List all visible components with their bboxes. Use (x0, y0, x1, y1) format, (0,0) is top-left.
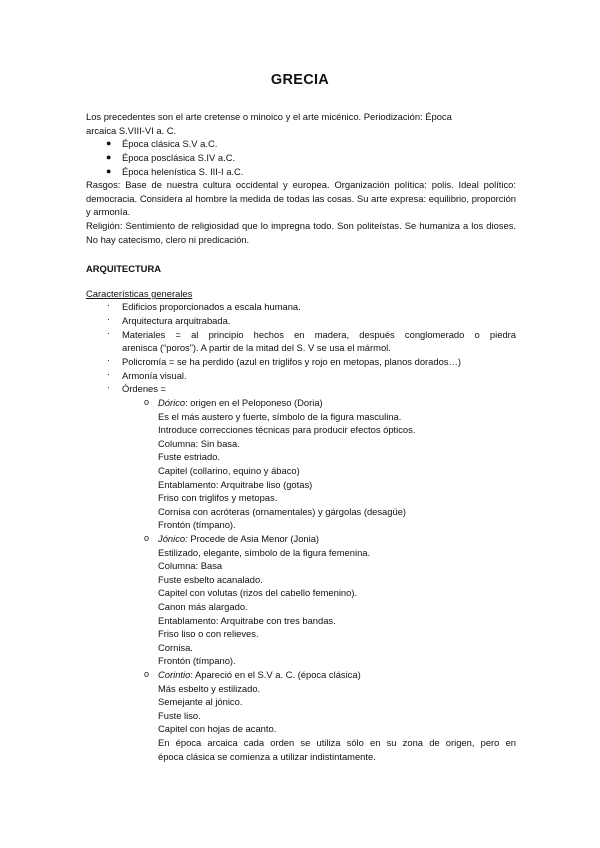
order-line: Entablamento: Arquitrabe con tres bandas. (158, 614, 336, 626)
bullet-dot-icon: ● (106, 138, 112, 148)
order-line: Estilizado, elegante, símbolo de la figura femenina. (158, 546, 371, 558)
order-corinthian: o Corintio: Apareció en el S.V a. C. (época clásica) (144, 669, 361, 680)
order-line: Entablamento: Arquitrabe liso (gotas) (158, 478, 313, 490)
order-line: Columna: Basa (158, 560, 223, 572)
bullet-hyphen-icon: · (107, 382, 110, 392)
order-line: Fuste liso. (158, 709, 201, 721)
list-item: · Arquitectura arquitrabada. (107, 314, 231, 326)
bullet-dot-icon: ● (106, 166, 112, 176)
order-line: Frontón (tímpano). (158, 655, 236, 667)
order-line: Friso con triglifos y metopas. (158, 492, 278, 504)
order-line: Cornisa con acróteras (ornamentales) y gárgolas (desagüe) (158, 505, 407, 517)
intro-line-2: arcaica S.VIII-VI a. C. (86, 124, 177, 136)
order-line: Introduce correcciones técnicas para producir efectos ópticos. (158, 424, 416, 436)
order-line: Columna: Sin basa. (158, 437, 240, 449)
intro-line-1: Los precedentes son el arte cretense o minoico y el arte micénico. Periodización: Época (86, 111, 452, 122)
rasgos-paragraph: Rasgos: Base de nuestra cultura occidental y europea. Organización política: polis. Ideal político: democracia. Considera al hombre la medida de todas las cosas. Su arte expresa: equilibrio, proporción y armonía. (86, 179, 516, 218)
order-line: Canon más alargado. (158, 601, 248, 612)
list-item: · Materiales = al principio hechos en madera, después conglomerado o piedra (107, 328, 516, 340)
order-line: Fuste esbelto acanalado. (158, 573, 263, 585)
order-line: Cornisa. (158, 641, 193, 653)
bullet-hyphen-icon: · (107, 300, 110, 310)
order-line: En época arcaica cada orden se utiliza sólo en su zona de origen, pero en (158, 737, 516, 748)
order-line: Capitel con hojas de acanto. (158, 723, 277, 735)
order-line: Semejante al jónico. (158, 696, 243, 708)
bullet-hyphen-icon: · (107, 328, 110, 338)
subheading: Características generales (86, 288, 193, 299)
period-bullet: ● Época helenística S. III-I a.C. (106, 166, 244, 177)
order-line: época clásica se comienza a utilizar indistintamente. (158, 750, 376, 762)
list-item-continuation: arenisca (“poros”). A partir de la mitad del S. V se usa el mármol. (122, 342, 391, 353)
bullet-dot-icon: ● (106, 152, 112, 162)
bullet-hyphen-icon: · (107, 369, 110, 379)
order-line: Frontón (tímpano). (158, 519, 236, 531)
order-line: Capitel (collarino, equino y ábaco) (158, 465, 300, 476)
list-item: · Armonía visual. (107, 369, 187, 381)
order-ionic: o Jónico: Procede de Asia Menor (Jonia) (144, 533, 320, 544)
bullet-hyphen-icon: · (107, 314, 110, 324)
religion-paragraph: Religión: Sentimiento de religiosidad que lo impregna todo. Son politeístas. Se humaniza a los dioses. No hay catecismo, clero ni predicación. (86, 220, 516, 245)
bullet-circle-icon: o (144, 397, 150, 407)
period-bullet: ● Época clásica S.V a.C. (106, 138, 218, 149)
order-line: Fuste estriado. (158, 451, 221, 463)
bullet-circle-icon: o (144, 533, 150, 543)
section-heading: ARQUITECTURA (86, 263, 161, 274)
bullet-hyphen-icon: · (107, 355, 110, 365)
order-line: Más esbelto y estilizado. (158, 682, 261, 694)
order-line: Es el más austero y fuerte, símbolo de la figura masculina. (158, 410, 402, 422)
order-doric: o Dórico: origen en el Peloponeso (Doria) (144, 397, 323, 408)
order-line: Capitel con volutas (rizos del cabello femenino). (158, 587, 358, 599)
period-bullet: ● Época posclásica S.IV a.C. (106, 152, 236, 163)
list-item: · Policromía = se ha perdido (azul en triglifos y rojo en metopas, planos dorados…) (107, 355, 461, 367)
page-title: GRECIA (270, 72, 330, 88)
order-line: Friso liso o con relieves. (158, 628, 259, 640)
list-item: · Edificios proporcionados a escala humana. (107, 300, 301, 312)
bullet-circle-icon: o (144, 669, 150, 679)
list-item: · Órdenes = (107, 382, 167, 394)
